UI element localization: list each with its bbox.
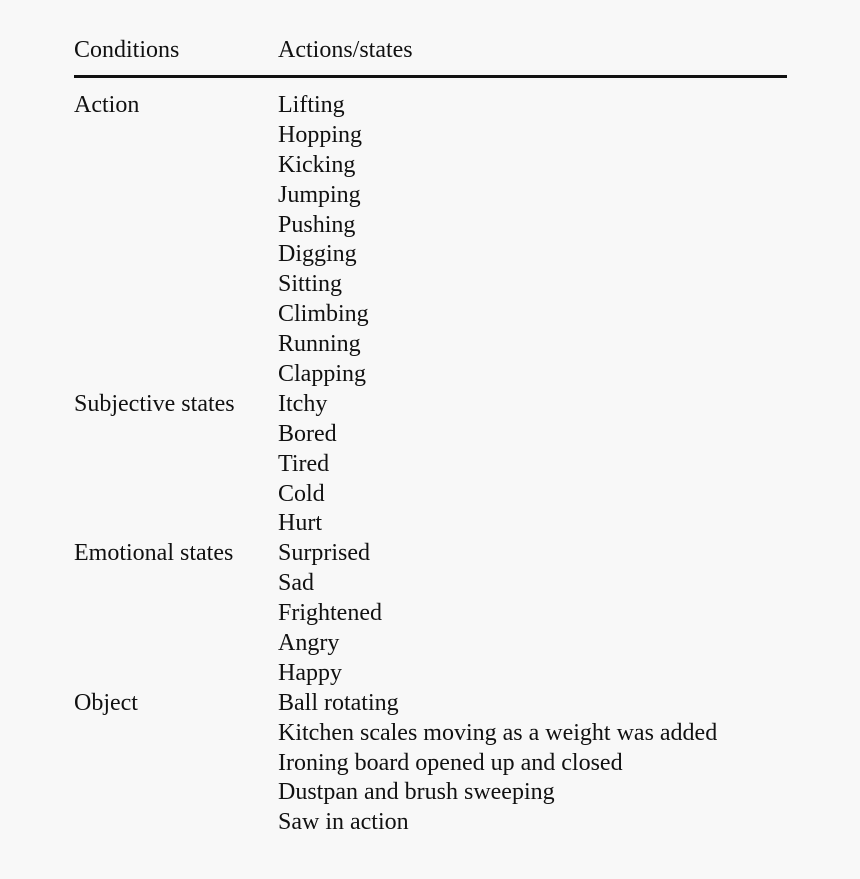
table-body (74, 91, 787, 838)
table-row: Bored (278, 420, 337, 447)
table-row: Clapping (278, 361, 366, 388)
table-row: Kitchen scales moving as a weight was added (278, 719, 718, 746)
header-rule (74, 75, 787, 78)
table-row: Sitting (278, 271, 343, 298)
condition-label: Emotional states (74, 540, 234, 567)
table-row: Digging (278, 241, 357, 268)
table-row: Itchy (278, 390, 328, 417)
conditions-table (74, 33, 787, 836)
table-row: Ironing board opened up and closed (278, 749, 623, 776)
group-action (74, 91, 787, 390)
table-row: Hopping (278, 121, 362, 148)
group-emotional-states (74, 539, 787, 688)
condition-label: Object (74, 689, 138, 716)
table-row: Hurt (278, 510, 322, 537)
table-row: Climbing (278, 301, 369, 328)
table-row: Dustpan and brush sweeping (278, 779, 555, 806)
condition-label: Subjective states (74, 390, 235, 417)
table-row: Pushing (278, 211, 356, 238)
table-row: Tired (278, 450, 330, 477)
table-row: Cold (278, 480, 325, 507)
table-row: Ball rotating (278, 689, 399, 716)
table-row: Surprised (278, 540, 370, 567)
group-object (74, 689, 787, 838)
condition-label: Action (74, 92, 140, 118)
table-row: Happy (278, 659, 342, 686)
table-row: Lifting (278, 92, 345, 118)
table-row: Angry (278, 630, 340, 657)
table-row: Jumping (278, 181, 361, 208)
table-row: Running (278, 331, 361, 358)
table-row: Sad (278, 570, 314, 597)
table-row: Frightened (278, 600, 382, 627)
table-row: Kicking (278, 151, 356, 178)
group-subjective-states (74, 390, 787, 539)
table-header (74, 33, 787, 67)
header-conditions: Conditions (74, 37, 180, 63)
table-row: Saw in action (278, 809, 409, 836)
header-actions-states: Actions/states (278, 37, 413, 63)
